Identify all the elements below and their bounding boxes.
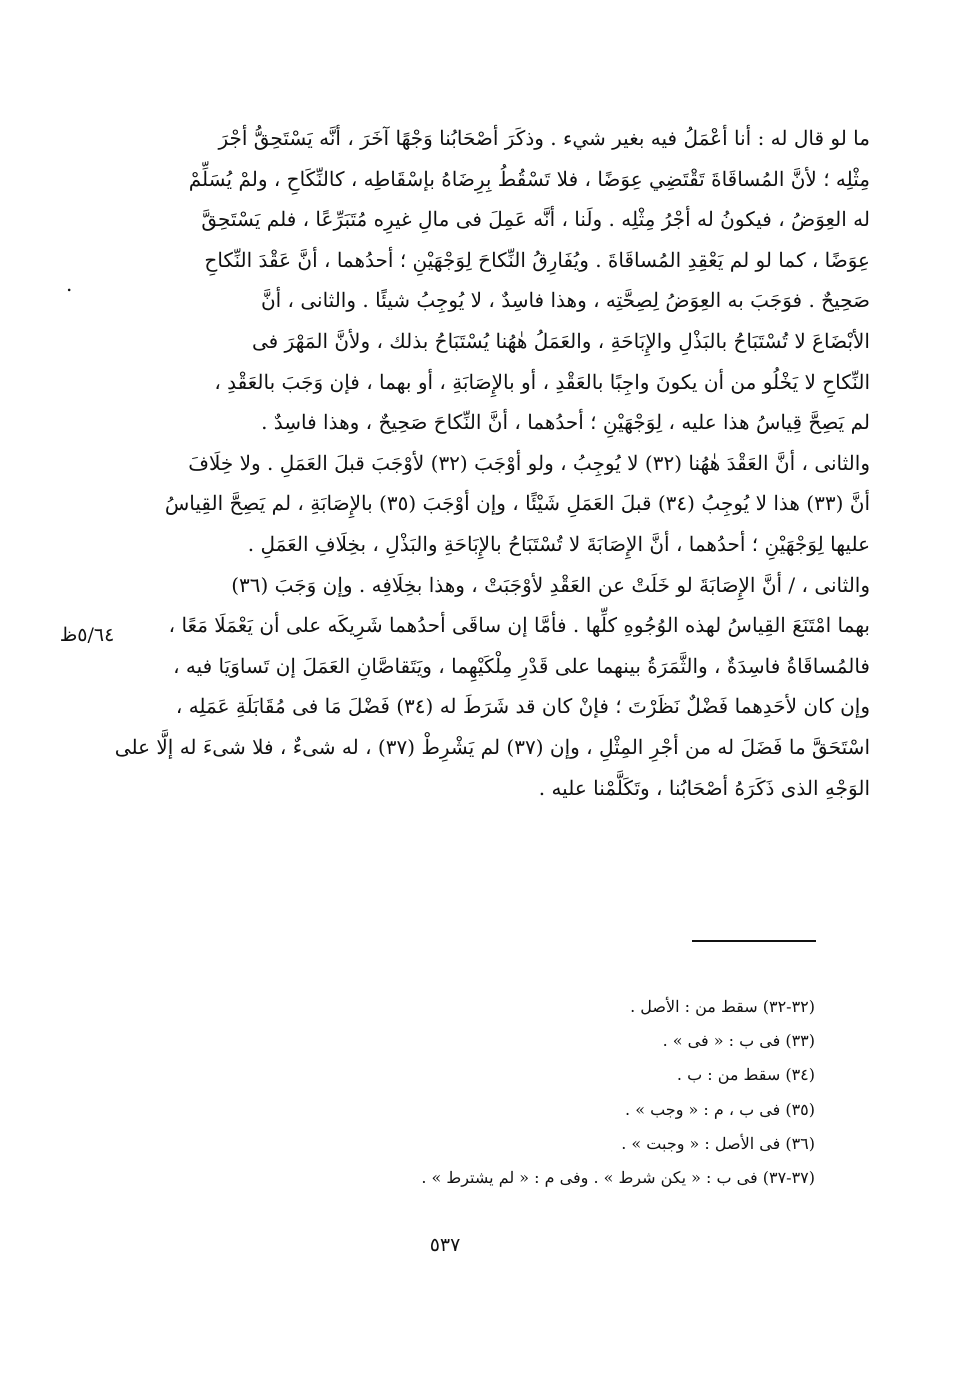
footnote-divider (692, 940, 816, 942)
footnote: (٣٢-٣٢) سقط من : الأصل . (630, 997, 815, 1016)
footnote: (٣٥) فى ب ، م : « وجب » . (625, 1099, 815, 1119)
text-line: وإن كان لأحَدِهما فَضْلٌ نَظَرْتَ ؛ فإنْ كان قد شَرَطَ له (٣٤) فَضْلَ مَا فى مُقَابَلَةِ عَمَلِه ، (175, 694, 870, 719)
text-line: ما لو قال له : أنا أعْمَلُ فيه بغير شيء . وذكَرَ أصْحَابُنا وَجْهًا آخَرَ ، أنَّه يَسْتَحِقُّ أجْرَ (218, 126, 870, 150)
margin-dot: . (66, 272, 73, 296)
page-number: ٥٣٧ (429, 1234, 461, 1256)
footnote: (٣٧-٣٧) فى ب : « يكن شرط » . وفى م : « لم يشترط » . (421, 1168, 815, 1188)
text-line: الوَجْهِ الذى ذَكَرَهُ أصْحَابُنا ، وتَكَلَّمْنا عليه . (538, 775, 870, 800)
footnotes-block (300, 990, 815, 1195)
text-line: عليها لِوَجْهَيْنِ ؛ أحدُهما ، أنَّ الإِصَابَةَ لا تُسْتَبَاحُ بالإِبَاحَةِ والبَذْلِ ، بخِلَافِ العَمَلِ . (247, 531, 870, 556)
text-line: لم يَصِحَّ قِياسُ هذا عليه ، لِوَجْهَيْنِ ؛ أحدُهما ، أنَّ النِّكاحَ صَحِيحٌ ، وهذا فاسِدٌ . (261, 410, 870, 435)
text-line: له العِوَضُ ، فيكونُ له أجْرُ مِثْلِه . ولَنا ، أنَّه عَمِلَ فى مالِ غيرِه مُتَبَرِّعًا ، فلم يَسْتَحِقَّ (201, 207, 870, 232)
text-line: النِّكاحِ لا يَخْلُو من أن يكونَ واجِبًا بالعَقْدِ ، أو بالإِصَابَةِ ، أو بهما ، فإن وَجَبَ بالعَقْدِ ، (214, 369, 870, 394)
text-line: الأبْضَاعَ لا تُسْتَبَاحُ بالبَذْلِ والإِبَاحَةِ ، والعَمَلُ هٰهُنا يُسْتَبَاحُ بذلك ، ولأنَّ المَهْرَ فى (251, 328, 870, 353)
text-line: اسْتَحَقَّ ما فَضَلَ له من أجْرِ المِثْلِ ، وإن (٣٧) لم يَشْرِطْ (٣٧) ، له شىءٌ ، فلا شىءَ له إلَّا على (114, 734, 870, 759)
text-line: أنَّ (٣٣) هذا لا يُوجِبُ (٣٤) قبلَ العَمَلِ شَيْئًا ، وإن أوْجَبَ (٣٥) بالإِصَابَةِ ، لم يَصِحَّ القِياسُ (164, 491, 870, 516)
text-line: فالمُساقَاةُ فاسِدَةٌ ، والثَّمَرَةُ بينهما على قَدْرِ مِلْكَيْهِما ، ويَتَقاصَّانِ العَمَلَ إن تَساوَيَا فيه ، (173, 653, 870, 678)
text-line: بهما امْتَنَعَ القِياسُ لهذه الوُجُوهِ كلِّها . فأمَّا إن ساقَى أحدُهما شَرِيكَه على أن يَعْمَلَا مَعًا ، (168, 613, 870, 638)
margin-folio-note: ٥/٦٤ظ (59, 624, 115, 646)
text-line: مِثْلِه ؛ لأنَّ المُساقَاةَ تَقْتَضِي عِوَضًا ، فلا تَسْقُطُ بِرِضَاهُ بإسْقَاطِه ، كالنِّكَاحِ ، ولمْ يُسَلِّمْ (188, 166, 870, 191)
footnote: (٣٤) سقط من : ب . (676, 1065, 815, 1085)
footnote: (٣٣) فى ب : « فى » . (662, 1031, 815, 1051)
main-text-block (114, 118, 870, 808)
text-line: والثانى ، / أنَّ الإِصَابَةَ لو خَلَتْ عن العَقْدِ لأوْجَبَتْ ، وهذا بخِلَافِه . وإن وَجَبَ (٣٦) (231, 572, 870, 597)
text-line: صَحِيحٌ . فوَجَبَ به العِوَضُ لِصِحَّتِه ، وهذا فاسِدٌ ، لا يُوجِبُ شيئًا . والثانى ، أنَّ (260, 288, 870, 313)
footnote: (٣٦) فى الأصل : « وجبت » . (621, 1133, 815, 1153)
text-line: عِوَضًا ، كما لو لم يَعْقِدِ المُساقَاةَ . ويُفَارِقُ النِّكاحَ لِوَجْهَيْنِ ؛ أحدُهما ، أنَّ عَقْدَ النِّكاحِ (204, 247, 870, 272)
text-line: والثانى ، أنَّ العَقْدَ هٰهُنا (٣٢) لا يُوجِبُ ، ولو أوْجَبَ (٣٢) لأوْجَبَ قبلَ العَمَلِ . ولا خِلَافَ (188, 450, 870, 475)
